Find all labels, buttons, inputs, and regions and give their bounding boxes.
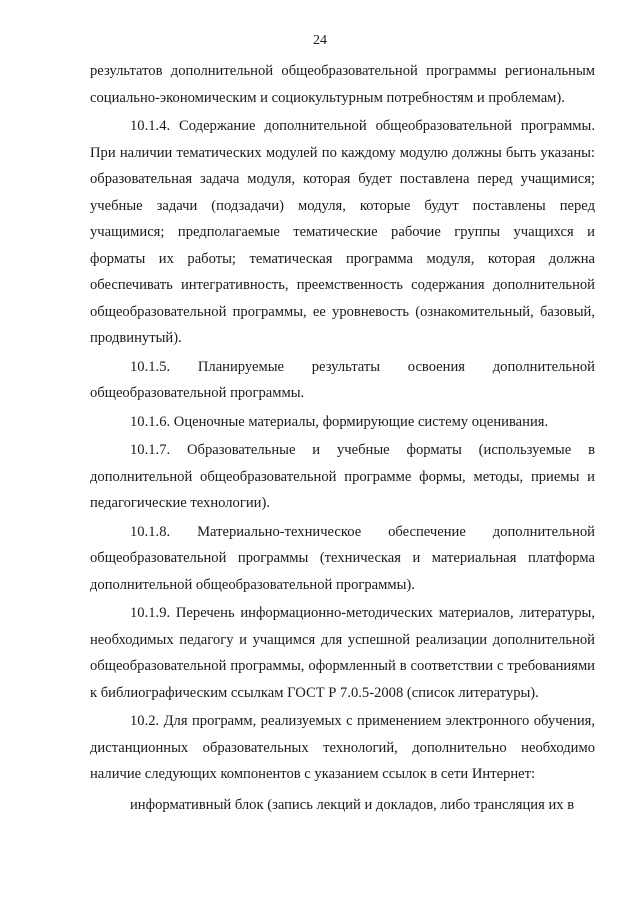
paragraph-10-2: 10.2. Для программ, реализуемых с применением электронного обучения, дистанционных образовательных технологий, дополнительно необходимо наличие следующих компонентов с указанием ссылок в сети Интернет:	[90, 713, 595, 782]
paragraph-10-1-5: 10.1.5. Планируемые результаты освоения дополнительной общеобразовательной программы.	[90, 358, 595, 401]
paragraph-informative-block: информативный блок (запись лекций и докладов, либо трансляция их в	[130, 796, 575, 813]
page-number: 24	[313, 33, 327, 48]
paragraph-intro-continuation: результатов дополнительной общеобразовательной программы региональным социально-экономическим и социокультурным потребностям и проблемам).	[90, 63, 595, 106]
paragraph-10-1-7: 10.1.7. Образовательные и учебные форматы (используемые в дополнительной общеобразовательной программе формы, методы, приемы и педагогические технологии).	[90, 442, 595, 511]
document-body	[90, 58, 595, 818]
paragraph-10-1-8: 10.1.8. Материально-техническое обеспечение дополнительной общеобразовательной программы (техническая и материальная платформа дополнительной общеобразовательной программы).	[90, 523, 595, 593]
paragraph-10-1-4: 10.1.4. Содержание дополнительной общеобразовательной программы. При наличии тематических модулей по каждому модулю должны быть указаны: образовательная задача модуля, которая будет поставлена перед учащимися; учебные задачи (подзадачи) модуля, которые будут поставлены перед учащимися; предполагаемые тематические рабочие группы учащихся и форматы их работы; тематическая программа модуля, которая должна обеспечивать интегративность, преемственность содержания дополнительной общеобразовательной программы, ее уровневость (ознакомительный, базовый, продвинутый).	[90, 118, 595, 346]
paragraph-10-1-9: 10.1.9. Перечень информационно-методических материалов, литературы, необходимых педагогу и учащимся для успешной реализации дополнительной общеобразовательной программы, оформленный в соответствии с требованиями к библиографическим ссылкам ГОСТ Р 7.0.5-2008 (список литературы).	[90, 605, 595, 701]
paragraph-10-1-6: 10.1.6. Оценочные материалы, формирующие систему оценивания.	[130, 413, 549, 430]
